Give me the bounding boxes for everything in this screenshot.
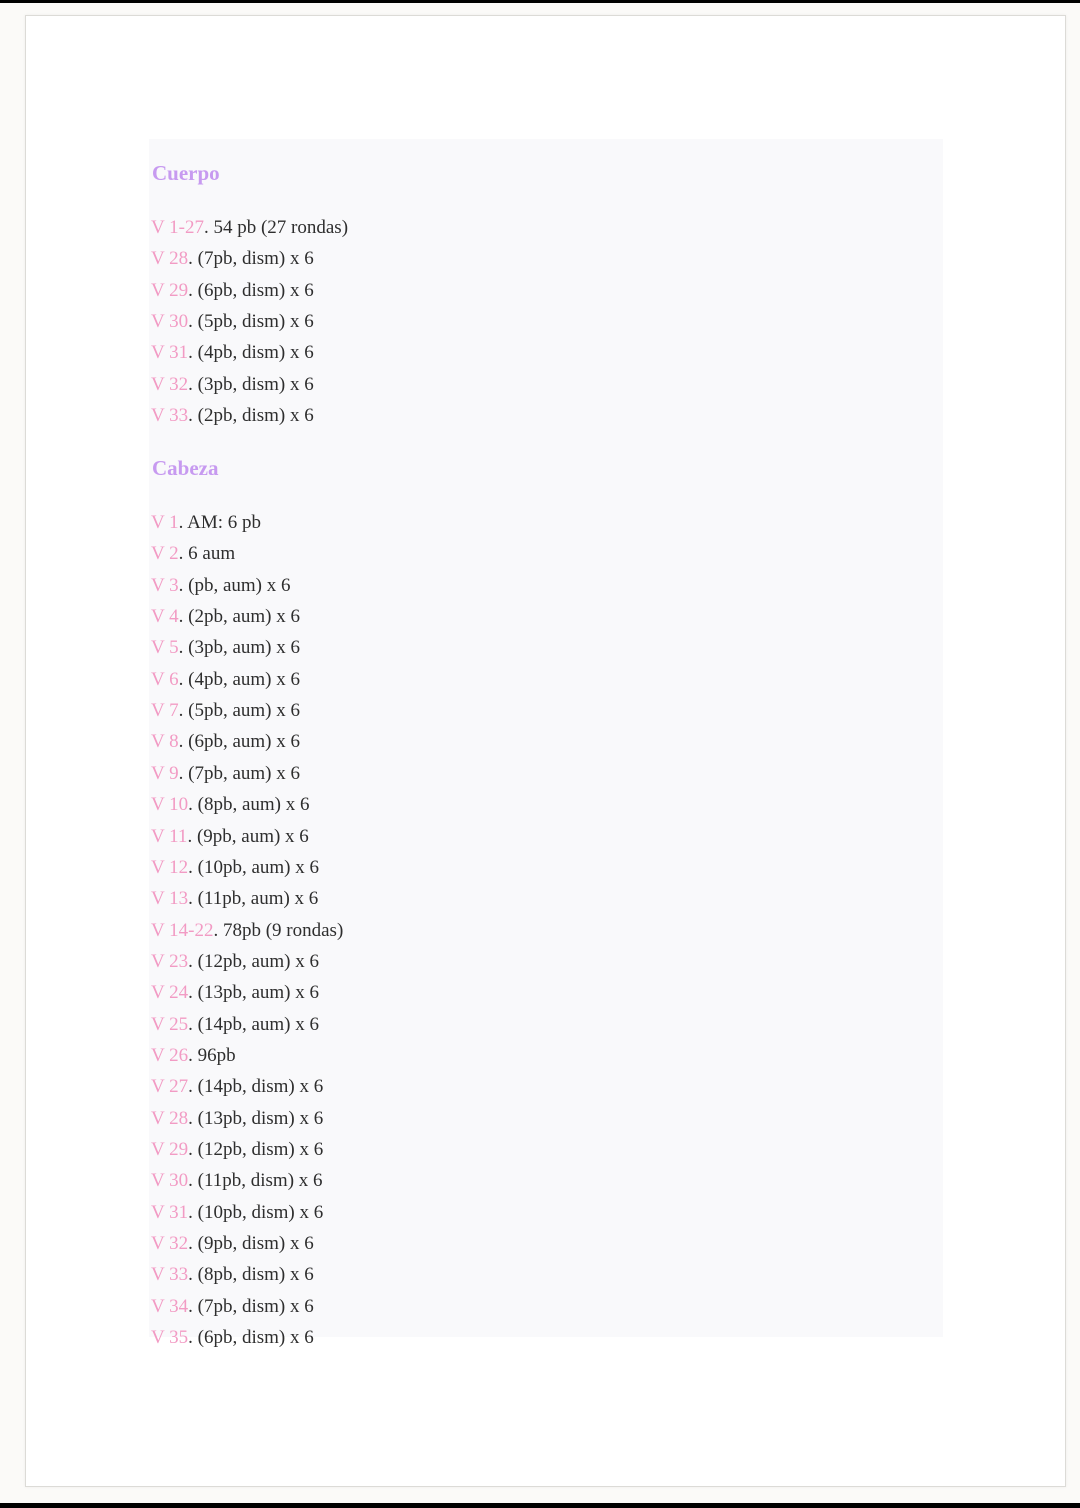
row-label: V 28 <box>151 1107 189 1129</box>
pattern-row <box>151 1043 236 1069</box>
row-instruction: . (12pb, aum) x 6 <box>188 950 320 972</box>
row-label: V 29 <box>151 279 189 301</box>
pattern-row <box>151 573 291 599</box>
row-label: V 33 <box>151 405 189 427</box>
row-instruction: . (pb, aum) x 6 <box>178 574 291 596</box>
pattern-row <box>151 309 314 335</box>
document-page <box>25 15 1066 1487</box>
row-instruction: . (14pb, aum) x 6 <box>188 1013 320 1035</box>
pattern-row <box>151 510 261 536</box>
row-label: V 10 <box>151 794 189 816</box>
pattern-row <box>151 980 319 1006</box>
pattern-row <box>151 824 309 850</box>
row-instruction: . (8pb, aum) x 6 <box>188 794 310 816</box>
section-title-cabeza: Cabeza <box>152 456 219 480</box>
row-instruction: . (6pb, dism) x 6 <box>188 1327 314 1349</box>
pattern-row <box>151 372 314 398</box>
row-label: V 14-22 <box>151 919 214 941</box>
row-label: V 11 <box>151 825 188 847</box>
row-label: V 28 <box>151 248 189 270</box>
row-instruction: . (11pb, aum) x 6 <box>188 888 319 910</box>
row-label: V 25 <box>151 1013 189 1035</box>
row-instruction: . (14pb, dism) x 6 <box>188 1076 324 1098</box>
row-label: V 23 <box>151 950 189 972</box>
top-edge-bar <box>0 0 1080 3</box>
row-label: V 35 <box>151 1327 189 1349</box>
pattern-row <box>151 1012 319 1038</box>
pattern-row <box>151 215 348 241</box>
pattern-row <box>151 340 314 366</box>
row-instruction: . (9pb, dism) x 6 <box>188 1233 314 1255</box>
row-instruction: . (13pb, aum) x 6 <box>188 982 320 1004</box>
pattern-row <box>151 886 318 912</box>
row-instruction: . (9pb, aum) x 6 <box>187 825 309 847</box>
row-label: V 13 <box>151 888 189 910</box>
row-instruction: . (10pb, aum) x 6 <box>188 856 320 878</box>
pattern-row <box>151 949 319 975</box>
bottom-edge-bar <box>0 1503 1080 1508</box>
pattern-row <box>151 1200 323 1226</box>
pattern-row <box>151 635 300 661</box>
row-label: V 1 <box>151 512 179 533</box>
row-label: V 24 <box>151 982 189 1004</box>
row-instruction: . (7pb, dism) x 6 <box>188 248 314 270</box>
row-instruction: . (6pb, dism) x 6 <box>188 279 314 301</box>
pattern-row <box>151 246 314 272</box>
row-label: V 7 <box>151 700 179 722</box>
pattern-row <box>151 1137 323 1163</box>
row-label: V 1-27 <box>151 217 204 238</box>
pattern-row <box>151 541 235 567</box>
pattern-row <box>151 729 300 755</box>
pattern-row <box>151 1262 314 1288</box>
row-instruction: . (8pb, dism) x 6 <box>188 1264 314 1286</box>
row-label: V 2 <box>151 543 179 565</box>
row-label: V 26 <box>151 1044 189 1066</box>
row-instruction: . (3pb, aum) x 6 <box>178 637 301 659</box>
pattern-row <box>151 1231 314 1257</box>
pattern-row <box>151 1168 323 1194</box>
row-label: V 9 <box>151 762 179 784</box>
row-instruction: . (13pb, dism) x 6 <box>188 1107 324 1129</box>
pattern-row <box>151 698 300 724</box>
row-label: V 33 <box>151 1264 189 1286</box>
row-instruction: . 96pb <box>188 1044 236 1066</box>
row-instruction: . 54 pb (27 rondas) <box>203 217 349 238</box>
pattern-row <box>151 667 300 693</box>
row-instruction: . (6pb, aum) x 6 <box>178 731 301 753</box>
pattern-row <box>151 403 314 429</box>
row-label: V 32 <box>151 373 189 395</box>
pattern-row <box>151 792 310 818</box>
row-instruction: . AM: 6 pb <box>178 512 261 533</box>
pattern-row <box>151 1325 314 1351</box>
row-label: V 31 <box>151 342 189 364</box>
row-label: V 32 <box>151 1233 189 1255</box>
pattern-row <box>151 1294 314 1320</box>
pattern-row <box>151 761 300 787</box>
row-instruction: . (4pb, dism) x 6 <box>188 342 314 364</box>
row-label: V 12 <box>151 856 189 878</box>
row-label: V 30 <box>151 1170 189 1192</box>
row-instruction: . (5pb, dism) x 6 <box>188 311 314 333</box>
pattern-row <box>151 278 314 304</box>
row-label: V 6 <box>151 668 179 690</box>
pattern-row <box>151 604 300 630</box>
pattern-content <box>149 139 943 1349</box>
row-instruction: . (11pb, dism) x 6 <box>188 1170 323 1192</box>
row-label: V 4 <box>151 606 179 628</box>
row-label: V 5 <box>151 637 179 659</box>
row-label: V 34 <box>151 1295 189 1317</box>
row-label: V 30 <box>151 311 189 333</box>
row-instruction: . (3pb, dism) x 6 <box>188 373 314 395</box>
row-label: V 3 <box>151 574 179 596</box>
row-label: V 27 <box>151 1076 189 1098</box>
row-instruction: . (7pb, dism) x 6 <box>188 1295 314 1317</box>
row-instruction: . (2pb, aum) x 6 <box>178 606 301 628</box>
pattern-row <box>151 1074 323 1100</box>
row-instruction: . (10pb, dism) x 6 <box>188 1201 324 1223</box>
pattern-row <box>151 855 319 881</box>
row-label: V 31 <box>151 1201 189 1223</box>
row-label: V 29 <box>151 1139 189 1160</box>
row-instruction: . (12pb, dism) x 6 <box>188 1139 324 1160</box>
pattern-row <box>151 1106 323 1132</box>
row-instruction: . 78pb (9 rondas) <box>213 919 344 941</box>
row-instruction: . (4pb, aum) x 6 <box>178 668 301 690</box>
row-instruction: . 6 aum <box>178 543 236 565</box>
pattern-row <box>151 918 343 944</box>
row-instruction: . (5pb, aum) x 6 <box>178 700 301 722</box>
row-instruction: . (2pb, dism) x 6 <box>188 405 314 427</box>
section-title-cuerpo: Cuerpo <box>152 161 220 185</box>
row-label: V 8 <box>151 731 179 753</box>
row-instruction: . (7pb, aum) x 6 <box>178 762 301 784</box>
